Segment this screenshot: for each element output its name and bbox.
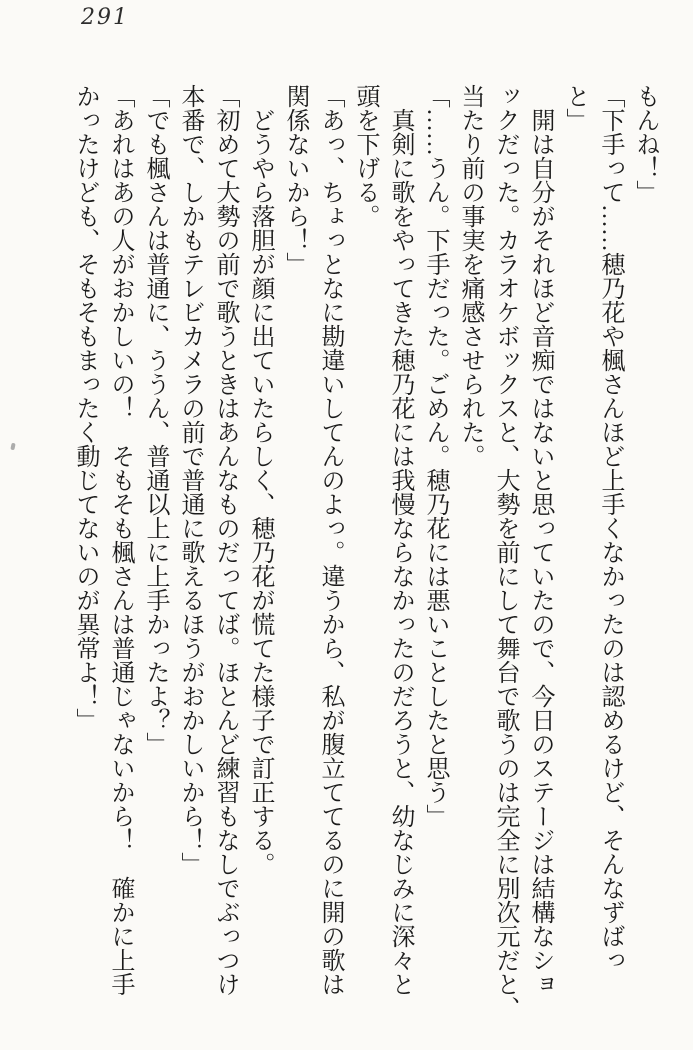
- text-column: もんね！」: [632, 84, 658, 204]
- text-column: 開は自分がそれほど音痴ではないと思っていたので、今日のステージは結構なショ: [527, 108, 553, 996]
- text-column: 頭を下げる。: [352, 84, 378, 228]
- text-column: 「あっ、ちょっとなに勘違いしてんのよっ。違うから、私が腹立ててるのに開の歌は: [317, 84, 343, 996]
- text-column: 「下手って……穂乃花や楓さんほど上手くなかったのは認めるけど、そんなずばっ: [597, 84, 623, 972]
- page-number: 291: [81, 5, 129, 30]
- text-column: 関係ないから！」: [282, 84, 308, 276]
- text-column: 当たり前の事実を痛感させられた。: [457, 84, 483, 468]
- text-column: 「……うん。下手だった。ごめん。穂乃花には悪いことしたと思う」: [422, 84, 448, 828]
- text-column: 「あれはあの人がおかしいの！ そもそも楓さんは普通じゃないから！ 確かに上手: [107, 84, 133, 996]
- text-column: と」: [562, 84, 588, 132]
- scan-artifact-mark: [10, 443, 15, 451]
- text-column: かったけども、そもそもまったく動じてないのが異常よ！」: [72, 84, 98, 732]
- text-column: 「でも楓さんは普通に、ううん、普通以上に上手かったよ？」: [142, 84, 168, 756]
- text-column: ックだった。カラオケボックスと、大勢を前にして舞台で歌うのは完全に別次元だと、: [492, 84, 518, 1020]
- text-column: 真剣に歌をやってきた穂乃花には我慢ならなかったのだろうと、幼なじみに深々と: [387, 108, 413, 996]
- text-column: 本番で、しかもテレビカメラの前で普通に歌えるほうがおかしいから！」: [177, 84, 203, 876]
- text-column: どうやら落胆が顔に出ていたらしく、穂乃花が慌てた様子で訂正する。: [247, 108, 273, 876]
- body-text: [72, 84, 657, 1034]
- text-column: 「初めて大勢の前で歌うときはあんなものだってば。ほとんど練習もなしでぶっつけ: [212, 84, 238, 996]
